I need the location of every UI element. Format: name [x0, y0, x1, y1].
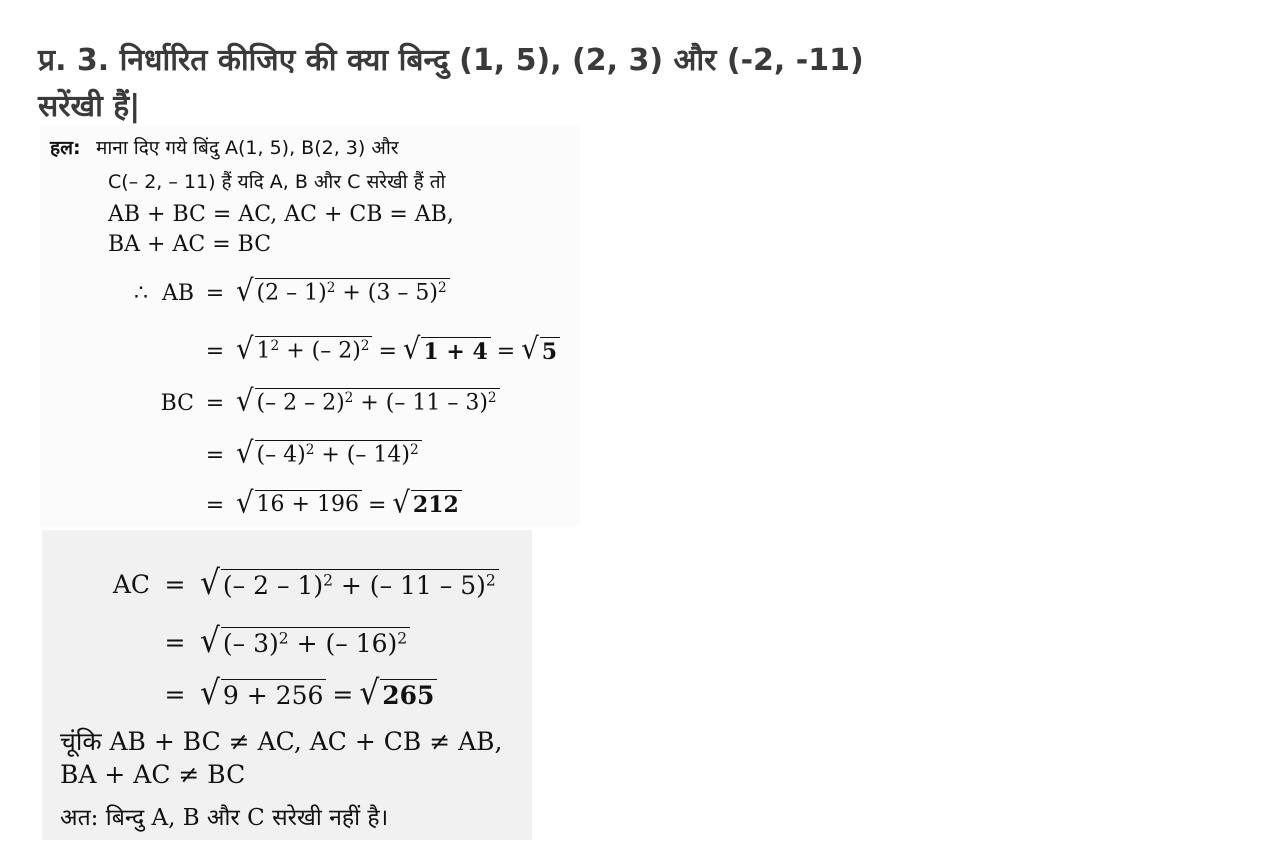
equals-sign: =: [496, 338, 516, 364]
equals-sign: =: [164, 680, 186, 710]
ac-label: AC: [112, 570, 150, 600]
sqrt-expression: √ (– 4)$^2$ + (– 14)$^2$: [236, 440, 422, 468]
solution-intro-line-1: माना दिए गये बिंदु A(1, 5), B(2, 3) और: [96, 137, 399, 159]
sqrt-expression: √ $1^2$ + (– 2)$^2$: [236, 336, 372, 364]
solution-heading: हल:: [50, 137, 81, 159]
sqrt-expression: √ 5: [521, 336, 560, 364]
bc-result: 212: [411, 490, 462, 517]
radicand: (– 2 – 1)$^2$ + (– 11 – 5)$^2$: [221, 569, 499, 600]
ab-result: 5: [540, 337, 560, 364]
radicand: (– 2 – 2)$^2$ + (– 11 – 3)$^2$: [255, 388, 500, 416]
sqrt-expression: √ (– 2 – 2)$^2$ + (– 11 – 3)$^2$: [236, 388, 500, 416]
ab-label-text: AB: [161, 280, 194, 306]
question-line-2: सरेंखी हैं|: [38, 89, 141, 124]
equals-sign: =: [205, 492, 225, 518]
equals-sign: =: [164, 570, 186, 600]
bc-distance-step-1: [110, 383, 500, 419]
equals-sign: =: [205, 280, 225, 306]
radicand: $1^2$ + (– 2)$^2$: [255, 336, 373, 364]
radicand: 1 + 4: [421, 337, 490, 364]
sqrt-expression: √ (– 2 – 1)$^2$ + (– 11 – 5)$^2$: [200, 568, 499, 599]
ac-result: 265: [380, 679, 437, 710]
sqrt-expression: √ 1 + 4: [403, 336, 491, 364]
radicand: 9 + 256: [221, 679, 326, 710]
equals-sign: =: [367, 492, 387, 518]
bc-distance-step-2: [110, 435, 422, 471]
radicand: (– 3)$^2$ + (– 16)$^2$: [221, 627, 410, 658]
ac-distance-step-1: [108, 563, 499, 603]
bc-label: BC: [160, 390, 194, 416]
ac-distance-step-3: [108, 673, 437, 713]
radicand: (2 – 1)$^2$ + (3 – 5)$^2$: [255, 278, 450, 306]
collinearity-condition-2: BA + AC = BC: [108, 232, 272, 257]
radicand: 16 + 196: [255, 490, 362, 517]
sqrt-expression: √ (2 – 1)$^2$ + (3 – 5)$^2$: [236, 278, 450, 306]
sqrt-expression: √ 9 + 256: [200, 678, 326, 709]
sqrt-expression: √ 265: [359, 678, 437, 709]
equals-sign: =: [205, 442, 225, 468]
ab-label: [110, 281, 194, 306]
bc-distance-step-3: [110, 485, 462, 521]
equals-sign: =: [164, 628, 186, 658]
question-text: [38, 38, 1218, 130]
ab-distance-step-1: [110, 273, 450, 309]
equals-sign: =: [332, 680, 354, 710]
equals-sign: =: [378, 338, 397, 364]
inequality-line-1: चूंकि AB + BC ≠ AC, AC + CB ≠ AB,: [60, 727, 503, 756]
sqrt-expression: √ 212: [392, 490, 461, 518]
therefore-symbol: ∴: [133, 280, 148, 306]
solution-intro-line-2: C(– 2, – 11) हैं यदि A, B और C सरेखी हैं तो: [108, 171, 446, 193]
question-line-1: प्र. 3. निर्धारित कीजिए की क्या बिन्दु (1, 5), (2, 3) और (-2, -11): [38, 43, 864, 78]
conclusion-text: अत: बिन्दु A, B और C सरेखी नहीं है।: [60, 805, 389, 831]
collinearity-condition-1: AB + BC = AC, AC + CB = AB,: [108, 202, 454, 227]
ac-distance-step-2: [108, 621, 410, 661]
sqrt-expression: √ 16 + 196: [236, 490, 362, 518]
sqrt-expression: √ (– 3)$^2$ + (– 16)$^2$: [200, 626, 410, 657]
radicand: (– 4)$^2$ + (– 14)$^2$: [255, 440, 422, 468]
ab-distance-step-2: [110, 331, 560, 367]
inequality-line-2: BA + AC ≠ BC: [60, 760, 246, 789]
equals-sign: =: [205, 338, 225, 364]
equals-sign: =: [205, 390, 225, 416]
